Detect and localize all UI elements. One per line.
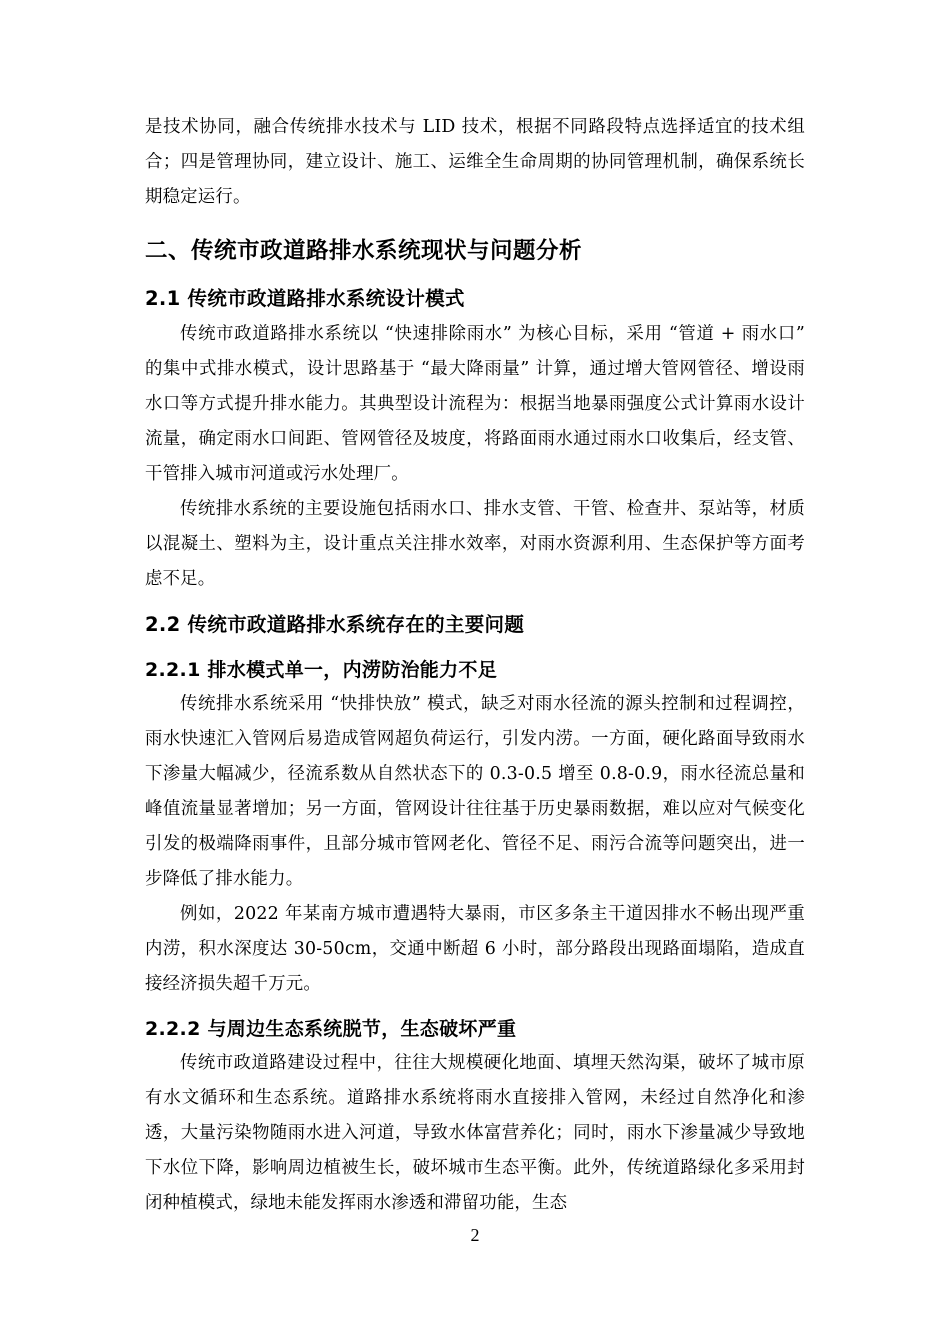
subsection-heading-2-2-1: 2.2.1 排水模式单一，内涝防治能力不足 [145,659,498,681]
paragraph-facilities: 传统排水系统的主要设施包括雨水口、排水支管、干管、检查井、泵站等，材质以混凝土、塑料为主，设计重点关注排水效率，对雨水资源利用、生态保护等方面考虑不足。 [145,499,805,589]
section-heading-2: 二、传统市政道路排水系统现状与问题分析 [145,238,583,264]
page-number: 2 [470,1225,480,1245]
page-content [145,110,805,1221]
subsection-heading-2-2-2: 2.2.2 与周边生态系统脱节，生态破坏严重 [145,1018,517,1040]
paragraph-design-mode: 传统市政道路排水系统以 “快速排除雨水” 为核心目标，采用 “管道 + 雨水口” 的集中式排水模式，设计思路基于 “最大降雨量” 计算，通过增大管网管径、增设雨水口等方式提升排水能力。其典型设计流程为：根据当地暴雨强度公式计算雨水设计流量，确定雨水口间距、管网管径及坡度，将路面雨水通过雨水口收集后，经支管、干管排入城市河道或污水处理厂。 [145,324,805,484]
paragraph-ecology: 传统市政道路建设过程中，往往大规模硬化地面、填埋天然沟渠，破坏了城市原有水文循环和生态系统。道路排水系统将雨水直接排入管网，未经过自然净化和渗透，大量污染物随雨水进入河道，导致水体富营养化；同时，雨水下渗量减少导致地下水位下降，影响周边植被生长，破坏城市生态平衡。此外，传统道路绿化多采用封闭种植模式，绿地未能发挥雨水渗透和滞留功能，生态 [145,1053,805,1213]
subsection-heading-2-2: 2.2 传统市政道路排水系统存在的主要问题 [145,613,525,636]
subsection-heading-2-1: 2.1 传统市政道路排水系统设计模式 [145,287,465,310]
paragraph-continued: 是技术协同，融合传统排水技术与 LID 技术，根据不同路段特点选择适宜的技术组合；四是管理协同，建立设计、施工、运维全生命周期的协同管理机制，确保系统长期稳定运行。 [145,117,805,207]
paragraph-example: 例如，2022 年某南方城市遭遇特大暴雨，市区多条主干道因排水不畅出现严重内涝，积水深度达 30-50cm，交通中断超 6 小时，部分路段出现路面塌陷，造成直接经济损失超千万元。 [145,904,805,994]
paragraph-waterlogging: 传统排水系统采用 “快排快放” 模式，缺乏对雨水径流的源头控制和过程调控，雨水快速汇入管网后易造成管网超负荷运行，引发内涝。一方面，硬化路面导致雨水下渗量大幅减少，径流系数从自然状态下的 0.3-0.5 增至 0.8-0.9，雨水径流总量和峰值流量显著增加；另一方面，管网设计往往基于历史暴雨数据，难以应对气候变化引发的极端降雨事件，且部分城市管网老化、管径不足、雨污合流等问题突出，进一步降低了排水能力。 [145,694,805,889]
